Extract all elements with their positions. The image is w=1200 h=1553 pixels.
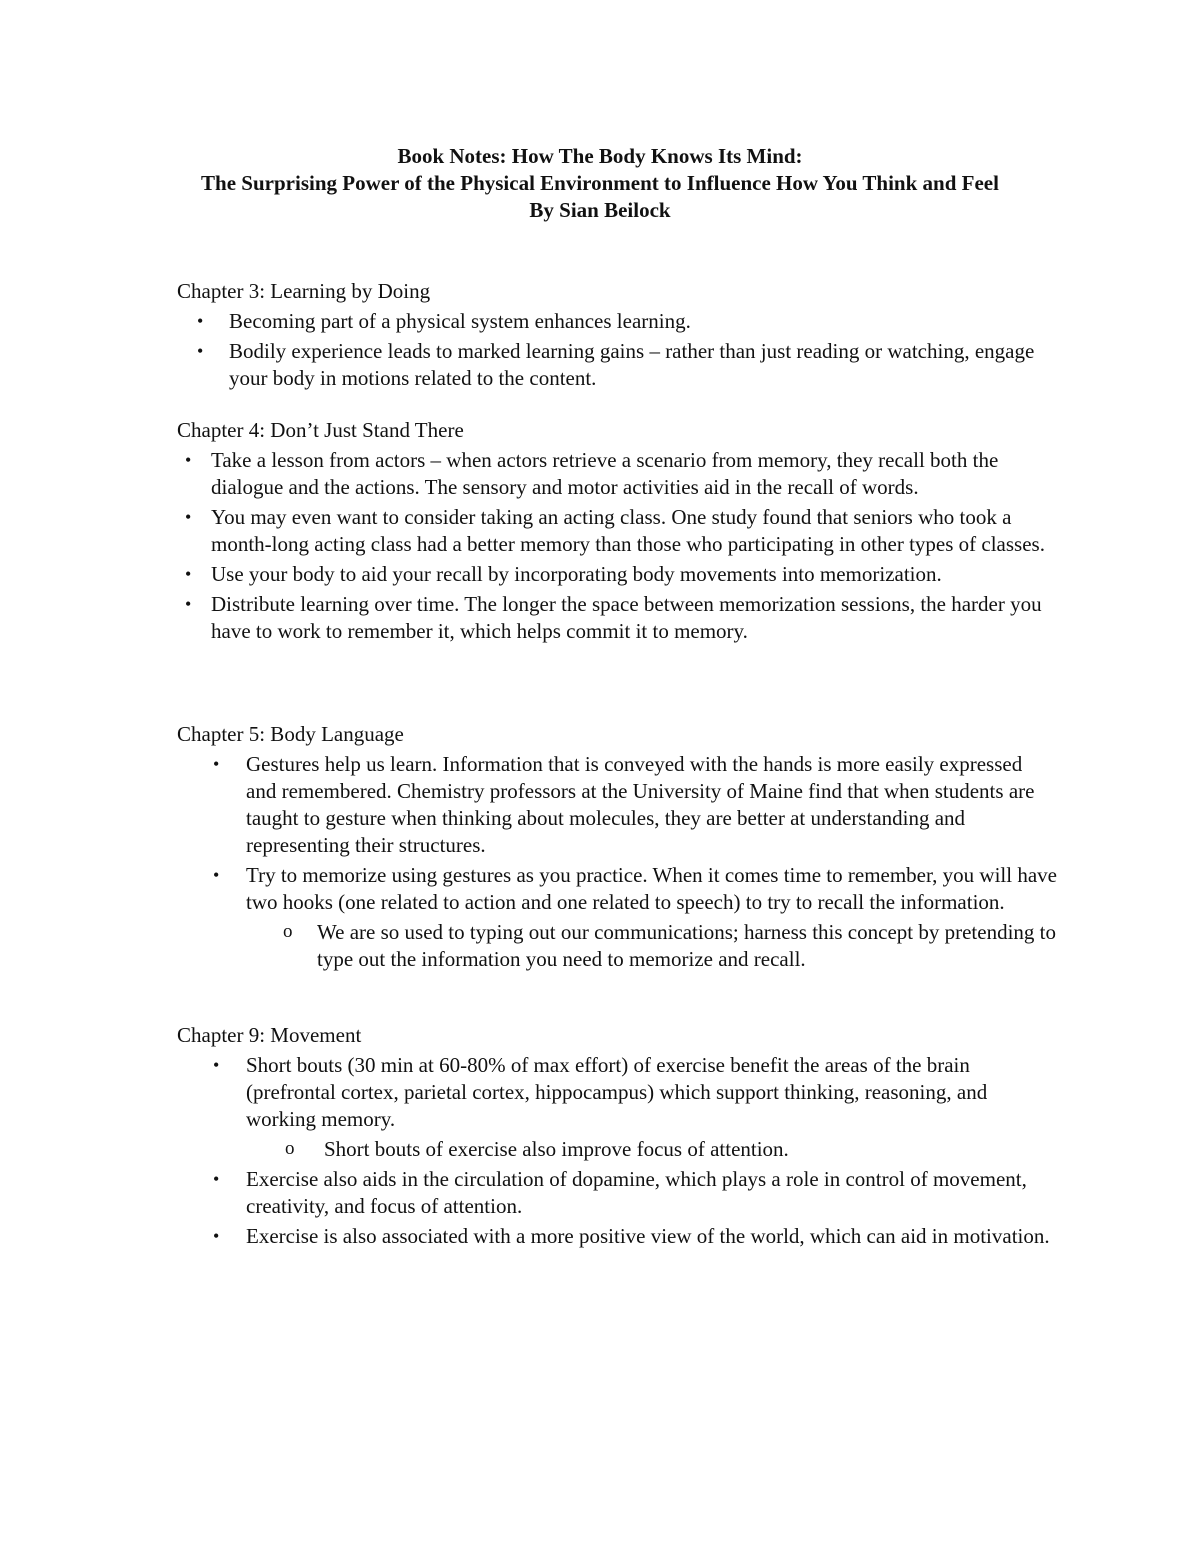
bullet-list: [177, 751, 1057, 916]
chapter-heading: Chapter 3: Learning by Doing: [177, 279, 431, 303]
list-item: [177, 1052, 1057, 1133]
bullet-list: [177, 308, 1057, 392]
bullet-icon: •: [213, 754, 220, 774]
list-item-text: Use your body to aid your recall by incorporating body movements into memorization.: [211, 562, 942, 586]
bullet-icon: •: [213, 1169, 220, 1189]
sub-bullet-list: [177, 919, 1057, 973]
list-item: [177, 862, 1057, 916]
title-line-2: The Surprising Power of the Physical Environment to Influence How You Think and Feel: [201, 171, 999, 195]
list-item: [177, 591, 1057, 645]
sub-list-item-text: We are so used to typing out our communications; harness this concept by pretending to type out the information you need to memorize and recall.: [317, 920, 1056, 971]
chapter-3-section: [177, 278, 1057, 395]
list-item-text: Distribute learning over time. The longer the space between memorization sessions, the harder you have to work to remember it, which helps commit it to memory.: [211, 592, 1042, 643]
list-item: [177, 338, 1057, 392]
list-item-text: Exercise also aids in the circulation of dopamine, which plays a role in control of movement, creativity, and focus of attention.: [246, 1167, 1027, 1218]
bullet-icon: •: [213, 1226, 220, 1246]
list-item: [177, 1166, 1057, 1220]
chapter-heading: Chapter 5: Body Language: [177, 722, 404, 746]
bullet-icon: •: [185, 507, 192, 527]
list-item-text: Becoming part of a physical system enhances learning.: [229, 309, 691, 333]
list-item-text: Gestures help us learn. Information that is conveyed with the hands is more easily expressed and remembered. Chemistry professors at the University of Maine find that when students are taught to gesture when thinking about molecules, they are better at understanding and representing their structures.: [246, 752, 1035, 857]
bullet-icon: •: [185, 594, 192, 614]
bullet-list: [177, 1166, 1057, 1250]
bullet-icon: •: [197, 341, 204, 361]
list-item: [177, 447, 1057, 501]
sub-list-item-text: Short bouts of exercise also improve focus of attention.: [324, 1137, 789, 1161]
list-item-text: Try to memorize using gestures as you practice. When it comes time to remember, you will have two hooks (one related to action and one related to speech) to try to recall the information.: [246, 863, 1057, 914]
list-item-text: You may even want to consider taking an acting class. One study found that seniors who took a month-long acting class had a better memory than those who participating in other types of classes.: [211, 505, 1045, 556]
bullet-icon: •: [213, 1055, 220, 1075]
list-item: [177, 561, 1057, 588]
title-line-1: Book Notes: How The Body Knows Its Mind:: [397, 144, 803, 168]
sub-bullet-list: [177, 1136, 1057, 1163]
circle-bullet-icon: o: [283, 921, 293, 942]
chapter-heading: Chapter 4: Don’t Just Stand There: [177, 418, 464, 442]
list-item: [177, 1223, 1057, 1250]
bullet-icon: •: [213, 865, 220, 885]
sub-list-item: [177, 1136, 1057, 1163]
chapter-5-section: [177, 721, 1057, 976]
bullet-icon: •: [185, 564, 192, 584]
list-item: [177, 308, 1057, 335]
list-item-text: Bodily experience leads to marked learning gains – rather than just reading or watching, engage your body in motions related to the content.: [229, 339, 1035, 390]
document-title: [0, 143, 1200, 224]
chapter-4-section: [177, 417, 1057, 648]
bullet-icon: •: [197, 311, 204, 331]
circle-bullet-icon: o: [285, 1138, 295, 1159]
bullet-icon: •: [185, 450, 192, 470]
list-item-text: Take a lesson from actors – when actors retrieve a scenario from memory, they recall both the dialogue and the actions. The sensory and motor activities aid in the recall of words.: [211, 448, 999, 499]
list-item: [177, 751, 1057, 859]
list-item-text: Exercise is also associated with a more positive view of the world, which can aid in motivation.: [246, 1224, 1050, 1248]
list-item-text: Short bouts (30 min at 60-80% of max effort) of exercise benefit the areas of the brain (prefrontal cortex, parietal cortex, hippocampus) which support thinking, reasoning, and working memory.: [246, 1053, 988, 1131]
sub-list-item: [177, 919, 1057, 973]
bullet-list: [177, 447, 1057, 645]
chapter-9-section: [177, 1022, 1057, 1253]
title-line-3: By Sian Beilock: [529, 198, 671, 222]
chapter-heading: Chapter 9: Movement: [177, 1023, 362, 1047]
bullet-list: [177, 1052, 1057, 1133]
list-item: [177, 504, 1057, 558]
